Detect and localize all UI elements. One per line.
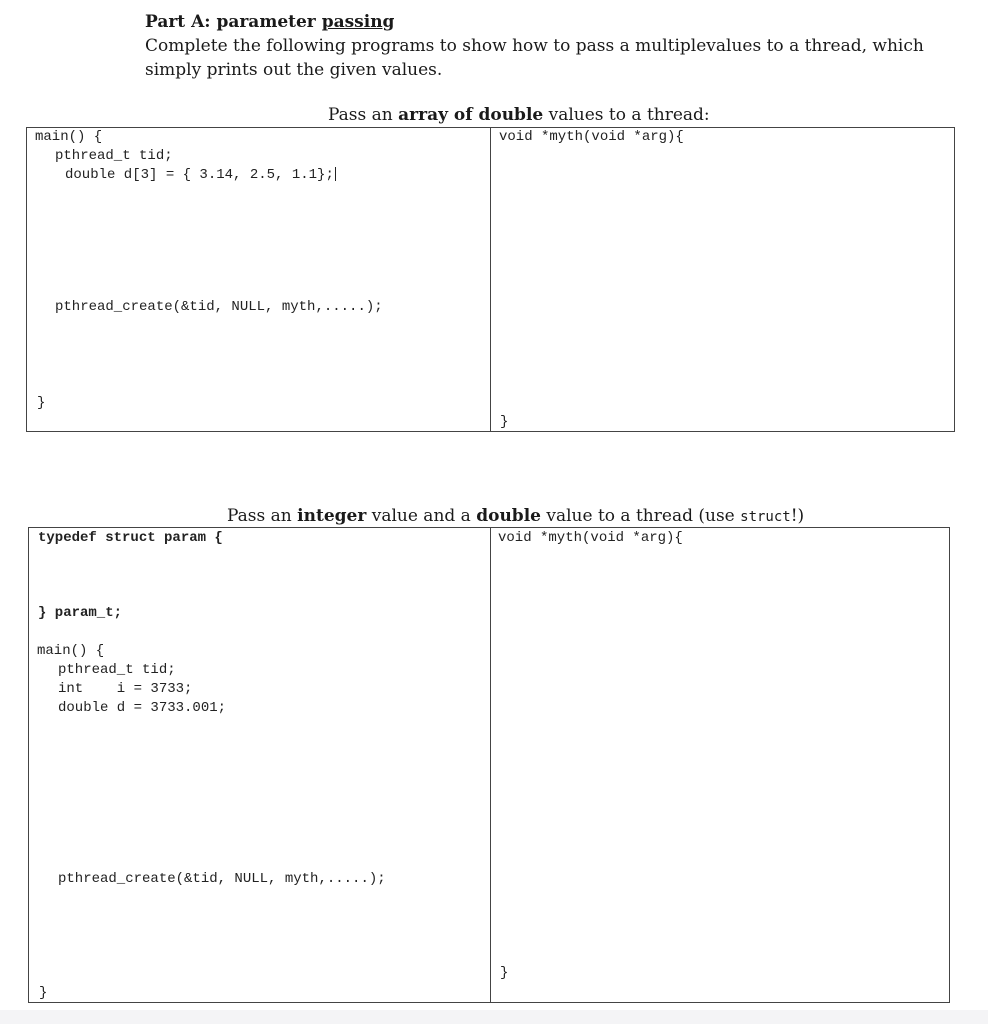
page-bottom-margin: [0, 1010, 988, 1024]
section1-main-line: main() {: [35, 129, 103, 145]
section1-myth-close: }: [500, 414, 509, 430]
section2-myth-signature: void *myth(void *arg){: [498, 530, 683, 546]
section1-column-divider: [490, 128, 491, 431]
section1-tid-line: pthread_t tid;: [55, 148, 173, 164]
section2-double-line: double d = 3733.001;: [58, 700, 227, 716]
section2-main-line: main() {: [37, 643, 105, 659]
section1-double-array-line: double d[3] = { 3.14, 2.5, 1.1};: [65, 167, 334, 183]
section1-main-close: }: [37, 395, 46, 411]
section2-main-close: }: [39, 985, 48, 1001]
part-a-heading: Part A: parameter passing: [145, 12, 395, 32]
section2-code-table: [28, 527, 950, 1003]
part-a-intro: Complete the following programs to show how to pass a multiplevalues to a thread, which simply prints out the given values.: [145, 36, 924, 80]
text-cursor: [335, 167, 336, 181]
section2-tid-line: pthread_t tid;: [58, 662, 176, 678]
section1-myth-signature: void *myth(void *arg){: [499, 129, 684, 145]
section2-caption: Pass an integer value and a double value to a thread (use struct!): [227, 506, 805, 526]
section2-myth-close: }: [500, 965, 509, 981]
section2-typedef-end: } param_t;: [38, 605, 123, 621]
section1-pthread-create-line: pthread_create(&tid, NULL, myth,.....);: [55, 299, 383, 315]
section2-column-divider: [490, 528, 491, 1002]
section1-code-table: [26, 127, 955, 432]
section2-typedef-line: typedef struct param {: [38, 530, 223, 546]
section1-caption: Pass an array of double values to a thread:: [328, 105, 710, 125]
section2-int-line: int i = 3733;: [58, 681, 193, 697]
section2-pthread-create-line: pthread_create(&tid, NULL, myth,.....);: [58, 871, 386, 887]
